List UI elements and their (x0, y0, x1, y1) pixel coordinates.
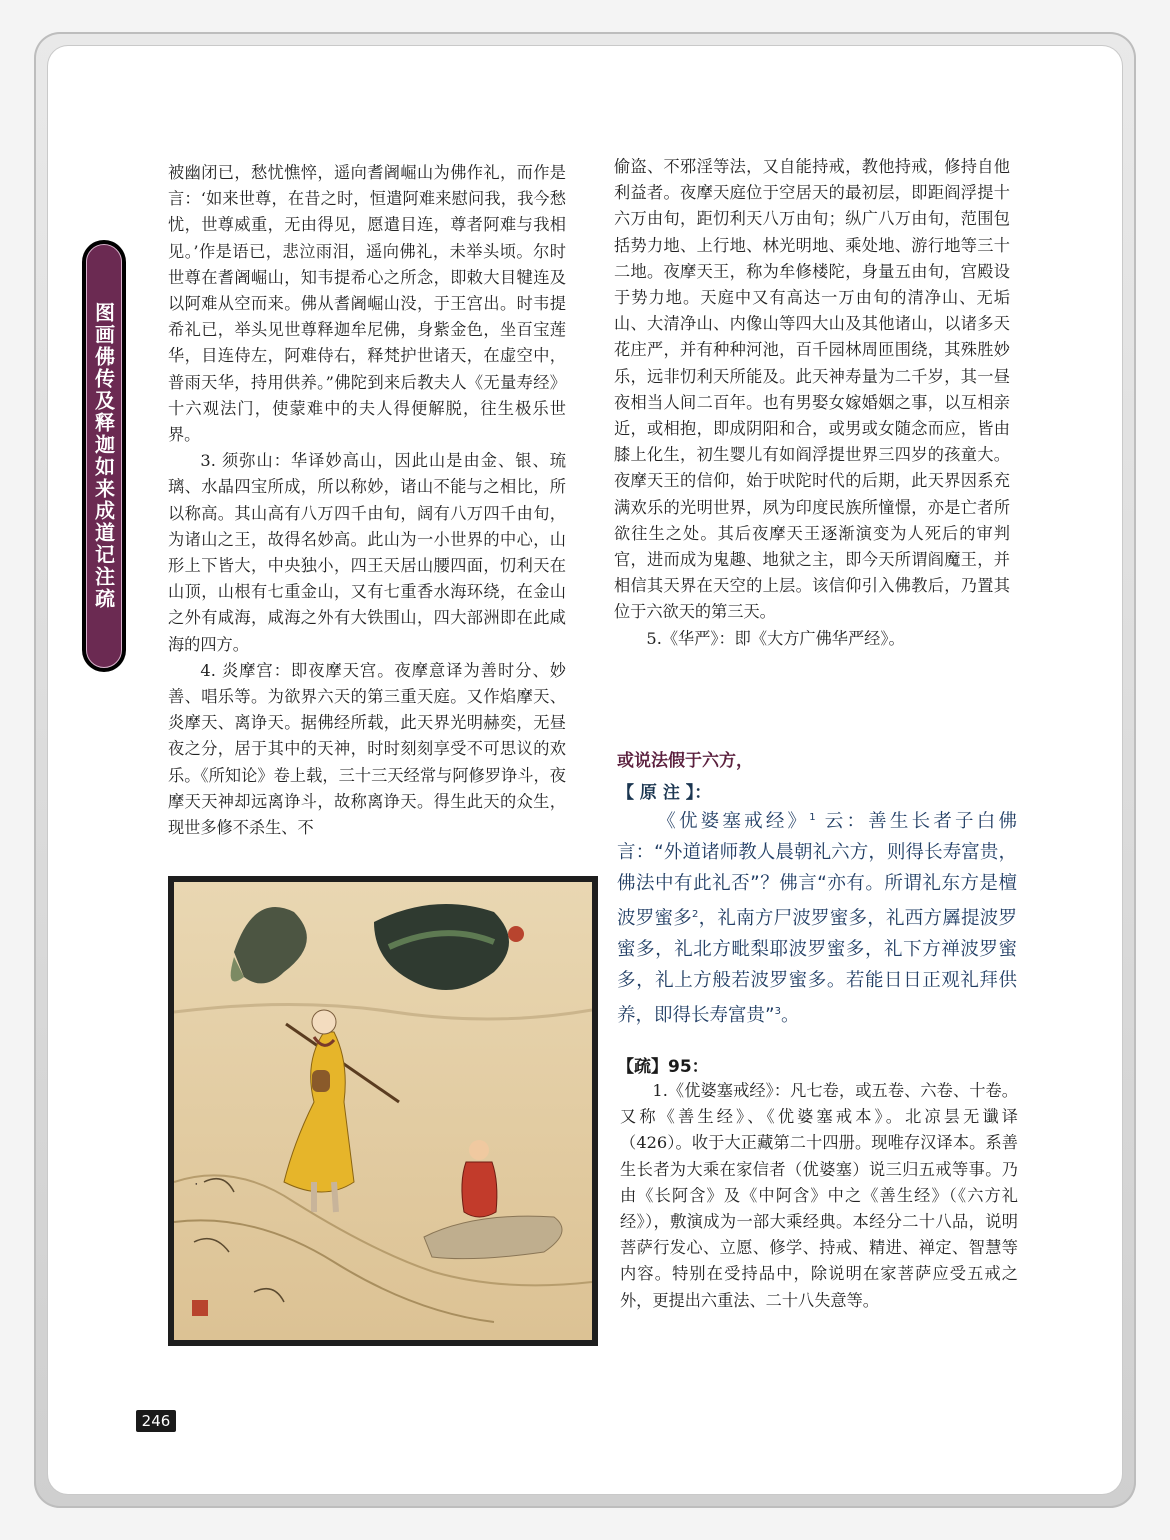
note-seg-2: 云：善生长者子白佛言：“外道诸师教人晨朝礼六方，则得长寿富贵，佛法中有此礼否”？佛言“亦有。所谓礼东方是檀波罗蜜多 (617, 811, 1017, 930)
left-column (168, 160, 566, 841)
note-seg-1: 《优婆塞戒经》 (654, 811, 810, 833)
side-title-tab-inner (86, 244, 122, 668)
right-paragraph-1: 偷盗、不邪淫等法，又自能持戒，教他持戒，修持自他利益者。夜摩天庭位于空居天的最初层，即距阎浮提十六万由旬，距忉利天八万由旬；纵广八万由旬，范围包括势力地、上行地、林光明地、乘处地、游行地等三十二地。夜摩天王，称为牟修楼陀，身量五由旬，宫殿设于势力地。天庭中又有高达一万由旬的清净山、无垢山、大清净山、内像山等四大山及其他诸山，以诸多天花庄严，并有种种河池，百千园林周匝围绕，其殊胜妙乐，远非忉利天所能及。此天神寿量为二千岁，其一昼夜相当人间二百年。也有男娶女嫁婚姻之事，以互相亲近，或相抱，即成阴阳和合，或男或女随念而应，皆由膝上化生，初生婴儿有如阎浮提世界三四岁的孩童大。夜摩天王的信仰，始于吠陀时代的后期，此天界因系充满欢乐的光明世界，夙为印度民族所憧憬，亦是亡者所欲往生之处。其后夜摩天王逐渐演变为人死后的审判官，进而成为鬼趣、地狱之主，即今天所谓阎魔王，并相信其天界在天空的上层。该信仰引入佛教后，乃置其位于六欲天的第三天。 (614, 157, 1010, 622)
footnote-mark-1: 1 (809, 812, 816, 823)
commentary-label: 【疏】95： (617, 1057, 709, 1077)
commentary-text (620, 1078, 1018, 1314)
note-seg-4: 。 (780, 1005, 800, 1027)
original-note-label: 【 原 注 】： (617, 783, 712, 803)
painting (168, 876, 598, 1346)
left-paragraph-1: 被幽闭已，愁忧憔悴，遥向耆阇崛山为佛作礼，而作是言：‘如来世尊，在昔之时，恒遣阿难来慰问我，我今愁忧，世尊威重，无由得见，愿遣目连，尊者阿难与我相见。’作是语已，悲泣雨泪，遥向佛礼，未举头顷。尔时世尊在耆阇崛山，知韦提希心之所念，即敕大目犍连及以阿难从空而来。佛从耆阇崛山没，于王宫出。时韦提希礼已，举头见世尊释迦牟尼佛，身紫金色，坐百宝莲华，目连侍左，阿难侍右，释梵护世诸天，在虚空中，普雨天华，持用供养。”佛陀到来后教夫人《无量寿经》十六观法门，使蒙难中的夫人得便解脱，往生极乐世界。 (168, 163, 566, 445)
footnote-mark-3: 3 (774, 1006, 781, 1018)
side-title-tab (82, 240, 126, 672)
right-paragraph-2: 5.《华严》：即《大方广佛华严经》。 (646, 628, 905, 648)
commentary-paragraph-1: 1.《优婆塞戒经》：凡七卷，或五卷、六卷、十卷。又称《善生经》、《优婆塞戒本》。北凉昙无谶译（426）。收于大正藏第二十四册。现唯存汉译本。系善生长者为大乘在家信者（优婆塞）说三归五戒等事。乃由《长阿含》及《中阿含》中之《善生经》（《六方礼经》），敷演成为一部大乘经典。本经分二十八品，说明菩萨行发心、立愿、修学、持戒、精进、禅定、智慧等内容。特别在受持品中，除说明在家菩萨应受五戒之外，更提出六重法、二十八失意等。 (620, 1081, 1018, 1310)
page-number: 246 (136, 1410, 176, 1432)
section-heading: 或说法假于六方， (617, 751, 753, 771)
original-note-text (617, 802, 1017, 1031)
footnote-mark-2: 2 (691, 909, 699, 921)
left-paragraph-3: 4. 炎摩宫：即夜摩天宫。夜摩意译为善时分、妙善、唱乐等。为欲界六天的第三重天庭。又作焰摩天、炎摩天、离诤天。据佛经所载，此天界光明赫奕，无昼夜之分，居于其中的天神，时时刻刻享受不可思议的欢乐。《所知论》卷上载，三十三天经常与阿修罗诤斗，夜摩天天神却远离诤斗，故称离诤天。得生此天的众生，现世多修不杀生、不 (168, 660, 566, 838)
left-paragraph-2: 3. 须弥山：华译妙高山，因此山是由金、银、琉璃、水晶四宝所成，所以称妙，诸山不能与之相比，所以称高。其山高有八万四千由旬，阔有八万四千由旬，为诸山之王，故得名妙高。此山为一小世界的中心，山形上下皆大，中央独小，四王天居山腰四面，忉利天在山顶，山根有七重金山，又有七重香水海环绕，在金山之外有咸海，咸海之外有大铁围山，四大部洲即在此咸海的四方。 (168, 451, 566, 654)
svg-text:·: · (189, 1182, 203, 1186)
side-title: 图画佛传及释迦如来成道记注疏 (91, 302, 116, 610)
painting-illustration (174, 882, 592, 1340)
right-column (614, 154, 1010, 652)
note-seg-3: ，礼南方尸波罗蜜多，礼西方羼提波罗蜜多，礼北方毗梨耶波罗蜜多，礼下方禅波罗蜜多，礼上方般若波罗蜜多。若能日日正观礼拜供养，即得长寿富贵” (617, 908, 1017, 1027)
